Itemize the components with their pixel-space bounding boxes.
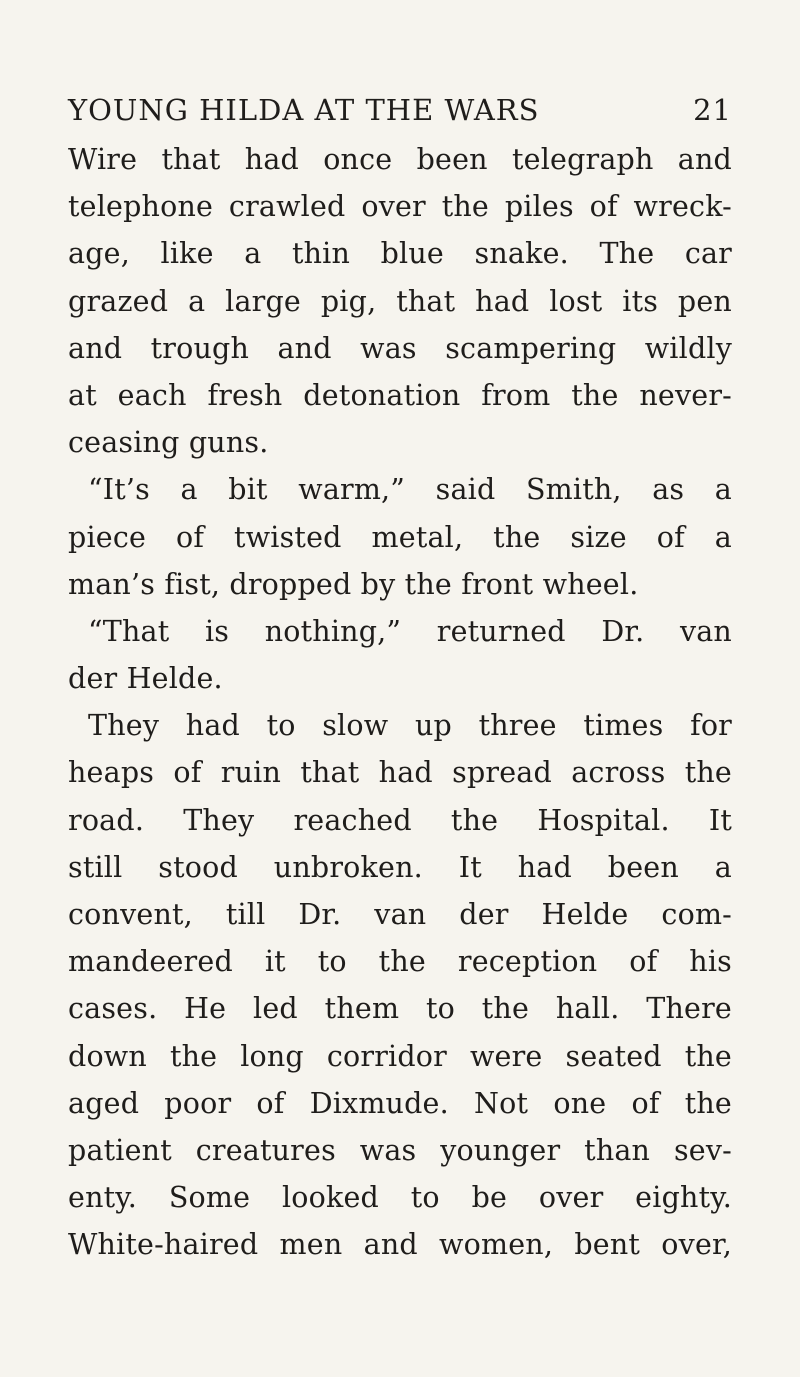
- text-line: and trough and was scampering wildly: [68, 331, 732, 365]
- text-line: at each fresh detonation from the never-: [68, 378, 732, 412]
- text-line: still stood unbroken. It had been a: [68, 850, 732, 884]
- body-text: [68, 136, 732, 1269]
- text-line: patient creatures was younger than sev-: [68, 1133, 732, 1167]
- page-number: 21: [693, 93, 732, 127]
- running-header: [68, 88, 732, 132]
- text-line: ceasing guns.: [68, 426, 269, 460]
- text-line: aged poor of Dixmude. Not one of the: [68, 1086, 732, 1120]
- text-line: “That is nothing,” returned Dr. van: [88, 614, 732, 648]
- text-line: “It’s a bit warm,” said Smith, as a: [88, 473, 732, 507]
- text-line: road. They reached the Hospital. It: [68, 803, 732, 837]
- text-line: enty. Some looked to be over eighty.: [68, 1181, 732, 1215]
- text-line: man’s fist, dropped by the front wheel.: [68, 567, 639, 601]
- text-line: telephone crawled over the piles of wreck-: [68, 190, 732, 224]
- text-line: der Helde.: [68, 662, 223, 696]
- book-page: [68, 88, 732, 1269]
- text-line: down the long corridor were seated the: [68, 1039, 732, 1073]
- text-line: Wire that had once been telegraph and: [68, 143, 732, 176]
- text-line: grazed a large pig, that had lost its pen: [68, 284, 732, 318]
- text-line: piece of twisted metal, the size of a: [68, 520, 732, 554]
- text-line: They had to slow up three times for: [88, 709, 732, 743]
- text-line: cases. He led them to the hall. There: [68, 992, 732, 1026]
- text-line: mandeered it to the reception of his: [68, 945, 732, 979]
- text-line: heaps of ruin that had spread across the: [68, 756, 732, 790]
- text-line: convent, till Dr. van der Helde com-: [68, 898, 732, 931]
- text-line: White-haired men and women, bent over,: [68, 1228, 732, 1262]
- text-line: age, like a thin blue snake. The car: [68, 237, 732, 271]
- running-title: YOUNG HILDA AT THE WARS: [68, 93, 540, 127]
